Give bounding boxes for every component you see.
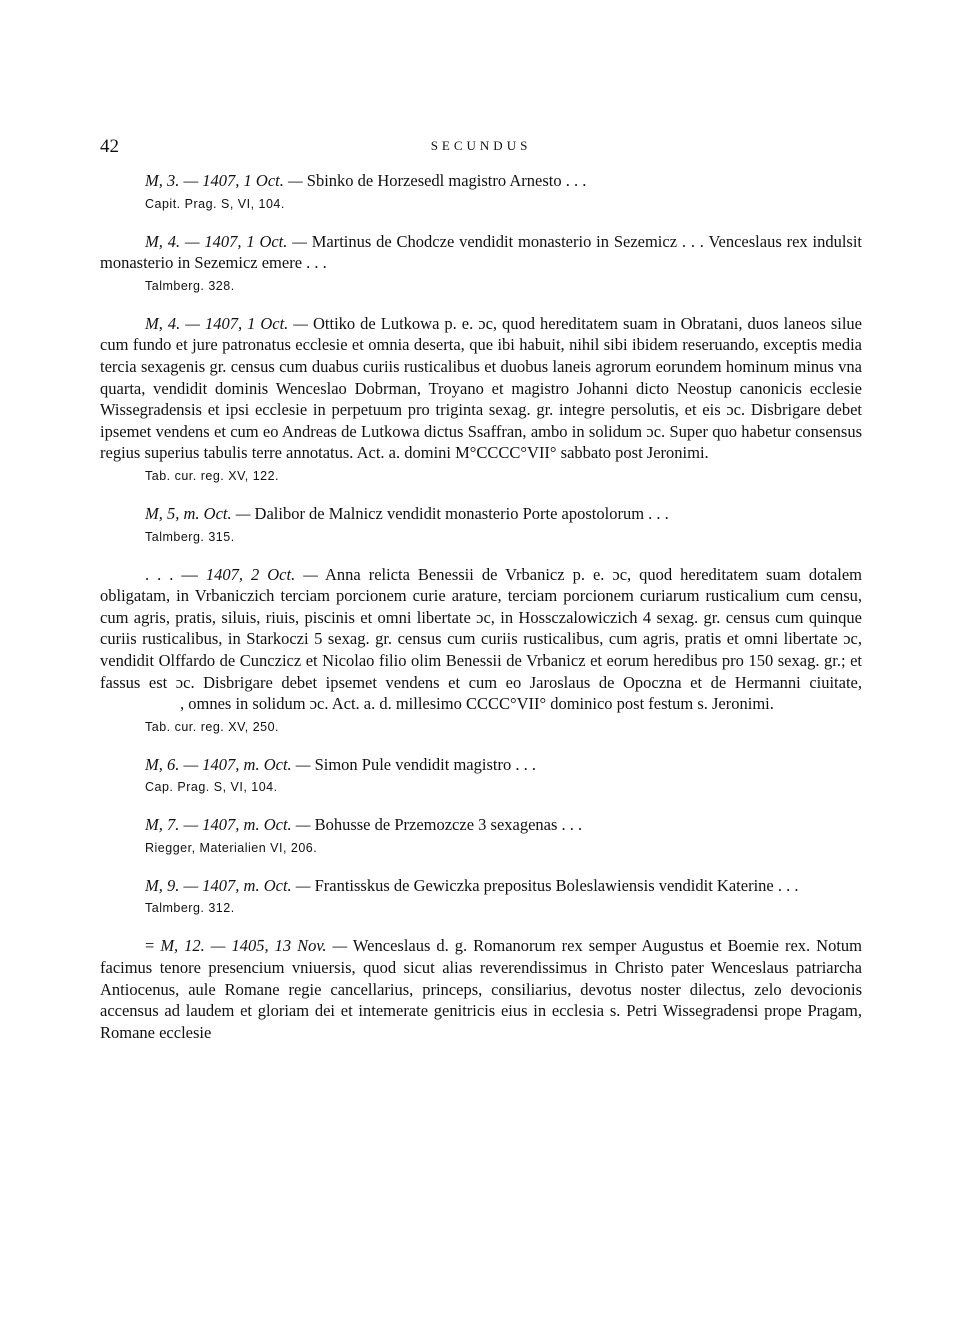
- entry-date: M, 4. — 1407, 1 Oct. —: [145, 313, 308, 333]
- entry-text: . . . — 1407, 2 Oct. — Anna relicta Benessii de Vrbanicz p. e. ɔc, quod hereditatem suam dotalem obligatam, in Vrbaniczich terciam porcionem curie arature, terciam porcionem curiarum rusticalium cum censu, cum agris, pratis, siluis, riuis, piscinis et omni libertate ɔc, in Hossczalowiczich 4 sexag. gr. census cum quinque curiis rusticalibus, in Starkoczi 5 sexag. gr. census cum curiis rusticalibus, cum agris, pratis et omni libertate ɔc, vendidit Olffardo de Cunczicz et Nicolao filio olim Benessii de Vrbanicz et eorum heredibus pro 150 sexag. gr.; et fassus est ɔc. Disbrigare debet ipsemet vendens et cum eo Jaroslaus de Opoczna et de Hermanni ciuitate,, omnes in solidum ɔc. Act. a. d. millesimo CCCC°VII° dominico post festum s. Jeronimi.: [100, 564, 863, 714]
- entry-date: M, 6. — 1407, m. Oct. —: [145, 754, 311, 774]
- entry-text: M, 4. — 1407, 1 Oct. — Ottiko de Lutkowa p. e. ɔc, quod hereditatem suam in Obratani, duos laneos silue cum fundo et jure patronatus ecclesie et omnia deserta, que ibi habuit, nihil sibi ibidem reseruando, exceptis media tercia sexagenis gr. census cum duabus curiis rusticalibus et duobus laneis agrorum eorundem hominum minus vna quarta, vendidit dominis Wenceslao Dobrman, Troyano et magistro Johanni dicto Neostup canonicis ecclesie Wissegradensis et ipsi ecclesie in perpetuum pro triginta sexag. gr. integre persolutis, et eis ɔc. Disbrigare debet ipsemet vendens et cum eo Andreas de Lutkowa dictus Ssaffran, ambo in solidum ɔc. Super quo habetur consensus regius superius tabulis terre annotatus. Act. a. domini M°CCCC°VII° sabbato post Jeronimi.: [100, 313, 862, 463]
- entry-date: M, 5, m. Oct. —: [145, 503, 251, 523]
- regest-entry: [100, 754, 862, 795]
- entry-date: M, 4. — 1407, 1 Oct. —: [145, 231, 307, 251]
- source-reference: Cap. Prag. S, VI, 104.: [145, 780, 278, 795]
- regest-entry: [100, 564, 862, 734]
- entry-date: M, 3. — 1407, 1 Oct. —: [145, 171, 303, 190]
- source-reference: Tab. cur. reg. XV, 122.: [145, 468, 280, 483]
- source-reference: Talmberg. 312.: [145, 901, 235, 916]
- entry-text: = M, 12. — 1405, 13 Nov. — Wenceslaus d. g. Romanorum rex semper Augustus et Boemie rex. Notum facimus tenore presencium vniuersis, quod sicut alias reverendissimus in Christo pater Wenceslaus patriarcha Antiocenus, aule Romane regie cancellarius, princeps, consiliarius, devotus noster dilectus, zelo devocionis accensus ad laudem et gloriam dei et intemerate genitricis eius in ecclesia s. Petri Wissegradensi prope Pragam, Romane ecclesie: [100, 936, 862, 1042]
- source-reference: Talmberg. 328.: [145, 278, 235, 293]
- entry-text: M, 4. — 1407, 1 Oct. — Martinus de Chodcze vendidit monasterio in Sezemicz . . . Venceslaus rex indulsit monasterio in Sezemicz emere . . .: [100, 231, 862, 273]
- regest-entry: [100, 231, 862, 293]
- document-page: [100, 128, 862, 1043]
- source-reference: Riegger, Materialien VI, 206.: [145, 840, 318, 855]
- entry-date: M, 12. — 1405, 13 Nov. —: [160, 936, 348, 956]
- entry-text: M, 6. — 1407, m. Oct. — Simon Pule vendidit magistro . . .: [145, 754, 536, 774]
- entry-date: 1407, 2 Oct. —: [205, 564, 318, 584]
- entry-date-prefix: =: [145, 936, 161, 956]
- entry-text: M, 5, m. Oct. — Dalibor de Malnicz vendidit monasterio Porte apostolorum . . .: [145, 503, 669, 523]
- source-reference: Tab. cur. reg. XV, 250.: [145, 719, 280, 734]
- regest-entry: [100, 814, 862, 855]
- entry-text: M, 3. — 1407, 1 Oct. — Sbinko de Horzesedl magistro Arnesto . . .: [145, 171, 587, 190]
- page-header: [100, 128, 862, 164]
- regest-entry: [100, 935, 862, 1043]
- entry-text: M, 9. — 1407, m. Oct. — Frantisskus de Gewiczka prepositus Boleslawiensis vendidit Katerine . . .: [145, 875, 799, 895]
- entry-text: M, 7. — 1407, m. Oct. — Bohusse de Przemozcze 3 sexagenas . . .: [145, 815, 583, 835]
- regest-entry: [100, 875, 862, 916]
- entry-date: M, 7. — 1407, m. Oct. —: [145, 815, 311, 835]
- source-reference: Talmberg. 315.: [145, 529, 235, 544]
- regest-entry: [100, 503, 862, 544]
- running-head: SECUNDUS: [430, 138, 532, 153]
- regest-entry: [100, 170, 862, 211]
- regest-entry: [100, 313, 862, 483]
- source-reference: Capit. Prag. S, VI, 104.: [145, 196, 285, 211]
- entry-date-prefix: . . . —: [145, 564, 206, 584]
- entry-date: M, 9. — 1407, m. Oct. —: [145, 875, 311, 895]
- page-number: 42: [100, 136, 119, 157]
